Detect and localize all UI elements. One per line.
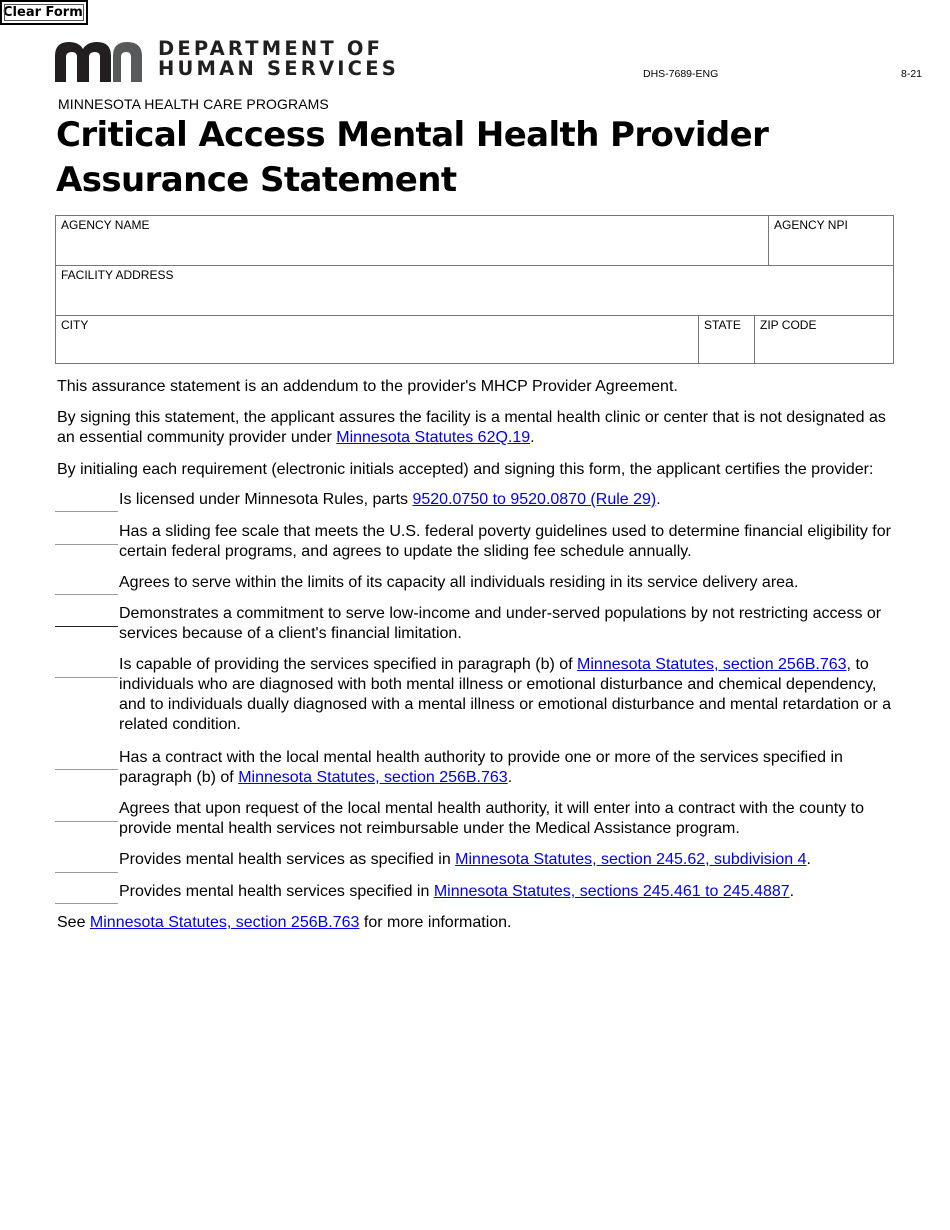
requirement-text-end: . <box>789 883 795 900</box>
statute-256b763-link[interactable]: Minnesota Statutes, section 256B.763 <box>89 914 360 931</box>
page-title: Critical Access Mental Health Provider Assurance Statement <box>56 115 769 200</box>
initials-input[interactable] <box>55 493 118 512</box>
program-name: MINNESOTA HEALTH CARE PROGRAMS <box>58 96 329 112</box>
clear-form-label: Clear Form <box>3 5 83 20</box>
intro-paragraph-2 <box>57 408 907 448</box>
requirement-item <box>55 522 895 562</box>
initials-input[interactable] <box>55 854 118 873</box>
initials-input[interactable] <box>55 885 118 904</box>
agency-name-input[interactable] <box>60 242 764 262</box>
requirement-item <box>55 748 895 788</box>
form-number: DHS-7689-ENG <box>643 68 719 80</box>
zip-code-label: ZIP CODE <box>760 318 817 332</box>
requirement-text-start: Provides mental health services specified in <box>119 883 434 900</box>
provider-info-fields <box>55 215 894 364</box>
requirement-text: Has a sliding fee scale that meets the U.S. federal poverty guidelines used to determine financial eligibility for certain federal programs, and agrees to update the sliding fee schedule annually. <box>119 523 891 560</box>
requirement-text-start: Is licensed under Minnesota Rules, parts <box>119 491 413 508</box>
requirement-item <box>55 604 895 644</box>
state-cell <box>699 316 754 364</box>
intro-text-end: . <box>530 429 535 446</box>
agency-npi-input[interactable] <box>773 242 889 262</box>
requirement-text-start: Has a contract with the local mental health authority to provide one or more of the services specified in paragraph (b) of <box>119 749 843 786</box>
requirement-text-end: . <box>656 491 661 508</box>
requirement-text: Demonstrates a commitment to serve low-income and under-served populations by not restricting access or services because of a client's financial limitation. <box>119 605 882 642</box>
requirement-link[interactable]: Minnesota Statutes, section 256B.763 <box>577 656 847 673</box>
agency-logo-text <box>158 39 399 79</box>
requirement-text <box>119 490 895 510</box>
requirement-text <box>119 748 895 788</box>
footer-note <box>57 913 907 933</box>
facility-address-input[interactable] <box>60 292 889 312</box>
requirement-text-end: . <box>806 851 811 868</box>
requirement-text-start: Provides mental health services as specified in <box>119 851 456 868</box>
requirement-link[interactable]: Minnesota Statutes, sections 245.461 to 245.4887 <box>433 883 790 900</box>
requirement-link[interactable]: Minnesota Statutes, section 256B.763 <box>238 769 508 786</box>
city-label: CITY <box>61 318 89 332</box>
intro-paragraph-1: This assurance statement is an addendum to the provider's MHCP Provider Agreement. <box>57 378 678 395</box>
statute-62q19-link[interactable]: Minnesota Statutes 62Q.19 <box>336 429 531 446</box>
requirement-text-end: , to individuals who are diagnosed with both mental illness or emotional disturbance and chemical dependency, and to individuals dually diagnosed with a mental illness or emotional disturbance and mental retardation or a related condition. <box>119 656 892 733</box>
requirement-item <box>55 573 895 593</box>
initials-input[interactable] <box>55 576 118 595</box>
logo-line-1: DEPARTMENT OF <box>158 37 384 60</box>
zip-code-input[interactable] <box>759 341 889 361</box>
initials-input[interactable] <box>55 526 118 545</box>
requirement-item <box>55 850 895 870</box>
state-label: STATE <box>704 318 741 332</box>
city-input[interactable] <box>60 341 694 361</box>
agency-name-cell <box>56 216 768 265</box>
state-input[interactable] <box>703 341 750 361</box>
requirement-item <box>55 490 895 510</box>
requirement-link[interactable]: Minnesota Statutes, section 245.62, subdivision 4 <box>455 851 807 868</box>
requirement-text <box>119 655 895 735</box>
initials-input[interactable] <box>55 803 118 822</box>
logo-line-2: HUMAN SERVICES <box>158 57 399 80</box>
facility-address-label: FACILITY ADDRESS <box>61 268 174 282</box>
requirement-item <box>55 655 895 735</box>
facility-address-cell <box>56 266 893 315</box>
city-cell <box>56 316 698 364</box>
initials-input[interactable] <box>55 751 118 770</box>
revision-date: 8-21 <box>901 68 923 80</box>
requirement-text: Agrees to serve within the limits of its capacity all individuals residing in its service delivery area. <box>119 574 799 591</box>
requirement-text-start: Is capable of providing the services specified in paragraph (b) of <box>119 656 578 673</box>
requirement-item <box>55 799 895 839</box>
initials-input[interactable] <box>55 659 118 678</box>
requirement-link[interactable]: 9520.0750 to 9520.0870 (Rule 29) <box>412 491 657 508</box>
requirement-text <box>119 850 895 870</box>
requirement-text-end: . <box>507 769 513 786</box>
agency-npi-label: AGENCY NPI <box>774 218 848 232</box>
intro-text: By signing this statement, the applicant assures the facility is a mental health clinic or center that is not designated as an essential community provider under <box>57 409 886 446</box>
initials-input[interactable] <box>55 608 118 627</box>
footer-text-end: for more information. <box>359 914 512 931</box>
requirement-item <box>55 882 895 902</box>
footer-text-start: See <box>57 914 90 931</box>
agency-name-label: AGENCY NAME <box>61 218 150 232</box>
requirement-text: Agrees that upon request of the local mental health authority, it will enter into a contract with the county to provide mental health services not reimbursable under the Medical Assistance program. <box>119 800 865 837</box>
intro-paragraph-3: By initialing each requirement (electronic initials accepted) and signing this form, the applicant certifies the provider: <box>57 461 874 478</box>
requirement-text <box>119 882 895 902</box>
zip-code-cell <box>755 316 893 364</box>
agency-npi-cell <box>769 216 893 265</box>
clear-form-button[interactable] <box>0 0 88 25</box>
